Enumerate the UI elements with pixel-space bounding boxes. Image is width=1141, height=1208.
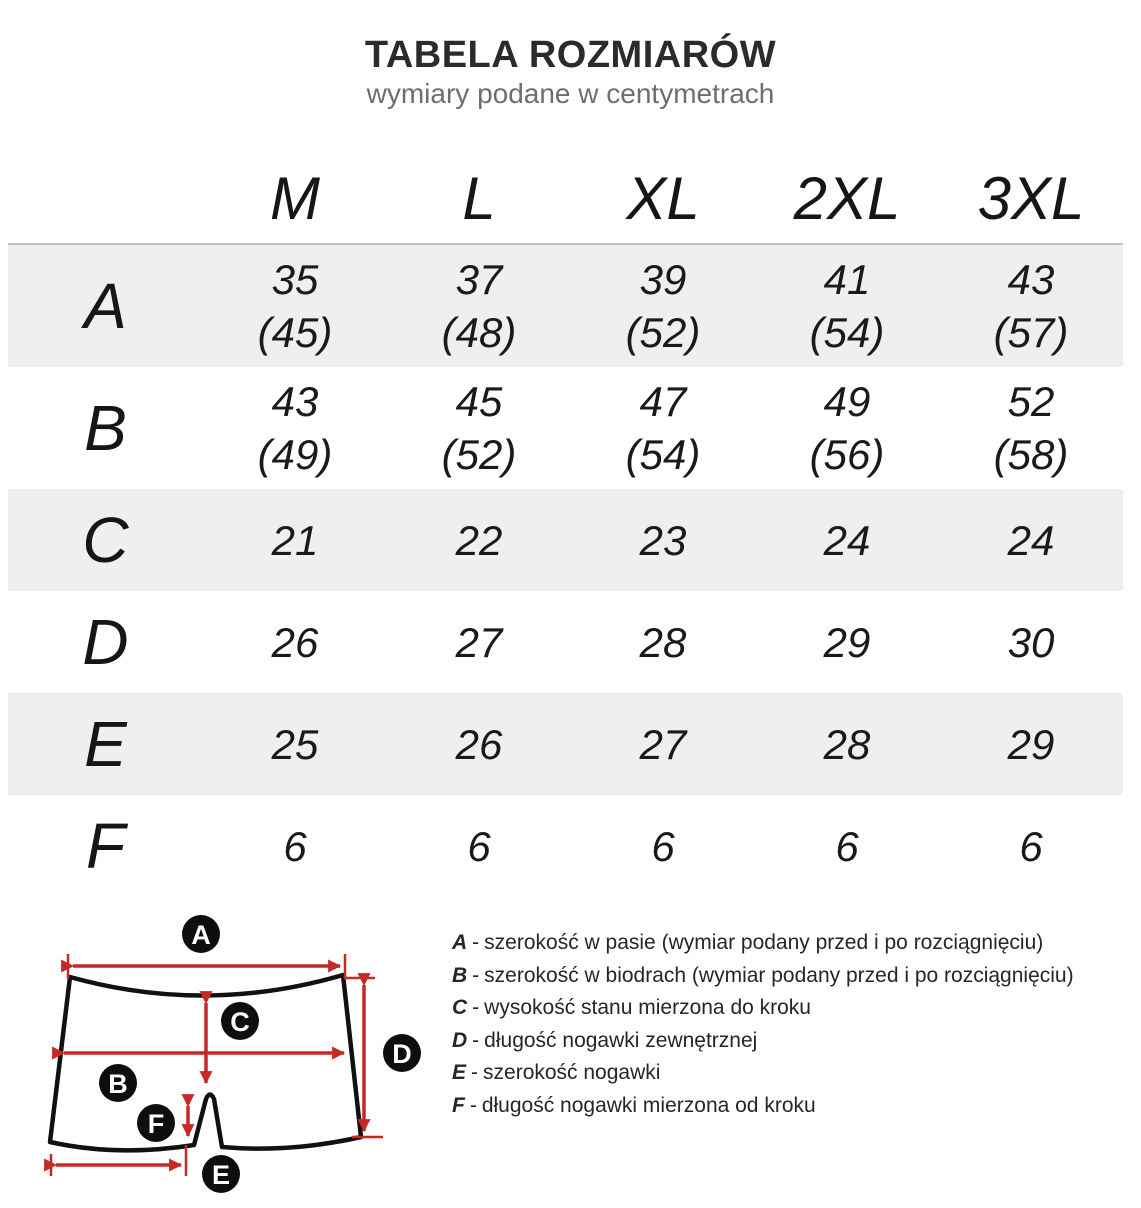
- value: 43: [1007, 255, 1055, 303]
- legend-text: wysokość stanu mierzona do kroku: [484, 996, 811, 1020]
- row-label-f: F: [85, 810, 126, 883]
- value: 39: [639, 255, 687, 303]
- value: 45: [455, 377, 503, 425]
- cell-e-l: [387, 718, 571, 772]
- stretched-value: (54): [625, 431, 701, 479]
- diagram-marker-f: [137, 1104, 175, 1142]
- table-body: [8, 243, 1123, 897]
- stretched-value: (58): [993, 431, 1069, 479]
- size-col-header-3xl: 3XL: [977, 164, 1085, 232]
- stretched-value: (49): [257, 431, 333, 479]
- legend-item-a: [452, 927, 1137, 960]
- value: 28: [823, 720, 871, 768]
- cell-e-m: [203, 718, 387, 772]
- size-col-header-l: L: [462, 164, 496, 232]
- value: 27: [639, 720, 687, 768]
- legend-dash: -: [472, 1028, 480, 1052]
- diagram-marker-e: [202, 1155, 240, 1193]
- svg-text:C: C: [230, 1007, 250, 1038]
- measure-arrow-a: [68, 954, 345, 979]
- value: 22: [455, 516, 503, 564]
- row-label-d: D: [82, 606, 129, 679]
- size-col-header-m: M: [270, 164, 320, 232]
- cell-f-3xl: [939, 820, 1123, 874]
- value: 21: [271, 516, 319, 564]
- stretched-value: (52): [625, 309, 701, 357]
- legend-text: szerokość nogawki: [483, 1061, 661, 1085]
- value: 24: [1007, 516, 1055, 564]
- legend-key: E: [452, 1061, 467, 1085]
- size-header-row: [8, 153, 1123, 243]
- value: 30: [1007, 618, 1055, 666]
- row-label-e: E: [84, 708, 127, 781]
- svg-text:A: A: [191, 920, 211, 951]
- legend-dash: -: [469, 1093, 477, 1117]
- cell-c-xl: [571, 514, 755, 568]
- value: 25: [271, 720, 319, 768]
- cell-e-xl: [571, 718, 755, 772]
- value: 26: [455, 720, 503, 768]
- cell-b-2xl: [755, 375, 939, 483]
- table-row-c: [8, 489, 1123, 591]
- cell-c-2xl: [755, 514, 939, 568]
- cell-a-m: [203, 253, 387, 361]
- table-row-a: [8, 245, 1123, 367]
- stretched-value: (52): [441, 431, 517, 479]
- stretched-value: (45): [257, 309, 333, 357]
- cell-b-3xl: [939, 375, 1123, 483]
- legend-text: długość nogawki zewnętrznej: [484, 1028, 758, 1052]
- measurement-legend: [452, 903, 1141, 1208]
- cell-c-3xl: [939, 514, 1123, 568]
- legend-dash: -: [472, 931, 480, 955]
- legend-dash: -: [471, 1061, 479, 1085]
- value: 52: [1007, 377, 1055, 425]
- table-row-f: [8, 795, 1123, 897]
- cell-f-xl: [571, 820, 755, 874]
- table-row-d: [8, 591, 1123, 693]
- value: 6: [467, 822, 491, 870]
- value: 49: [823, 377, 871, 425]
- stretched-value: (56): [809, 431, 885, 479]
- svg-text:E: E: [211, 1160, 231, 1191]
- cell-a-l: [387, 253, 571, 361]
- cell-d-l: [387, 616, 571, 670]
- size-col-header-xl: XL: [626, 164, 700, 232]
- value: 43: [271, 377, 319, 425]
- row-label-a: A: [84, 270, 127, 343]
- legend-text: długość nogawki mierzona od kroku: [481, 1093, 816, 1117]
- cell-b-l: [387, 375, 571, 483]
- legend-key: C: [452, 996, 468, 1020]
- value: 37: [455, 255, 503, 303]
- cell-a-xl: [571, 253, 755, 361]
- value: 23: [639, 516, 687, 564]
- cell-f-m: [203, 820, 387, 874]
- svg-text:B: B: [108, 1069, 128, 1100]
- value: 29: [823, 618, 871, 666]
- page-subtitle: wymiary podane w centymetrach: [366, 77, 775, 109]
- legend-key: F: [452, 1093, 465, 1117]
- value: 47: [639, 377, 687, 425]
- value: 41: [823, 255, 871, 303]
- cell-d-3xl: [939, 616, 1123, 670]
- svg-text:F: F: [147, 1109, 165, 1140]
- bottom-section: [0, 903, 1141, 1208]
- legend-text: szerokość w pasie (wymiar podany przed i po rozciągnięciu): [484, 931, 1044, 955]
- value: 6: [1019, 822, 1043, 870]
- svg-text:D: D: [392, 1039, 412, 1070]
- cell-b-xl: [571, 375, 755, 483]
- legend-item-c: [452, 992, 1137, 1025]
- cell-f-l: [387, 820, 571, 874]
- legend-key: A: [452, 931, 468, 955]
- value: 29: [1007, 720, 1055, 768]
- size-col-header-2xl: 2XL: [793, 164, 901, 232]
- legend-dash: -: [472, 996, 480, 1020]
- stretched-value: (54): [809, 309, 885, 357]
- page-title: TABELA ROZMIARÓW: [364, 34, 777, 76]
- cell-a-3xl: [939, 253, 1123, 361]
- stretched-value: (57): [993, 309, 1069, 357]
- legend-key: D: [452, 1028, 468, 1052]
- cell-d-m: [203, 616, 387, 670]
- table-row-b: [8, 367, 1123, 489]
- legend-dash: -: [472, 963, 480, 987]
- cell-a-2xl: [755, 253, 939, 361]
- shorts-measurement-diagram: [0, 903, 452, 1208]
- legend-item-d: [452, 1025, 1137, 1058]
- cell-d-xl: [571, 616, 755, 670]
- cell-c-l: [387, 514, 571, 568]
- title-block: [0, 0, 1141, 109]
- stretched-value: (48): [441, 309, 517, 357]
- shorts-diagram-svg: [18, 907, 448, 1203]
- cell-e-2xl: [755, 718, 939, 772]
- cell-f-2xl: [755, 820, 939, 874]
- diagram-marker-a: [182, 915, 220, 953]
- value: 24: [823, 516, 871, 564]
- cell-c-m: [203, 514, 387, 568]
- value: 27: [455, 618, 503, 666]
- legend-key: B: [452, 963, 468, 987]
- size-table: [8, 153, 1123, 897]
- value: 6: [651, 822, 675, 870]
- legend-item-f: [452, 1090, 1137, 1123]
- legend-item-b: [452, 960, 1137, 993]
- legend-item-e: [452, 1057, 1137, 1090]
- row-label-c: C: [82, 504, 129, 577]
- value: 35: [271, 255, 319, 303]
- diagram-marker-b: [99, 1064, 137, 1102]
- diagram-marker-c: [221, 1002, 259, 1040]
- cell-d-2xl: [755, 616, 939, 670]
- row-label-b: B: [84, 392, 127, 465]
- diagram-marker-d: [383, 1034, 421, 1072]
- table-row-e: [8, 693, 1123, 795]
- value: 28: [639, 618, 687, 666]
- cell-b-m: [203, 375, 387, 483]
- value: 26: [271, 618, 319, 666]
- legend-text: szerokość w biodrach (wymiar podany przed i po rozciągnięciu): [484, 963, 1074, 987]
- value: 6: [283, 822, 307, 870]
- cell-e-3xl: [939, 718, 1123, 772]
- value: 6: [835, 822, 859, 870]
